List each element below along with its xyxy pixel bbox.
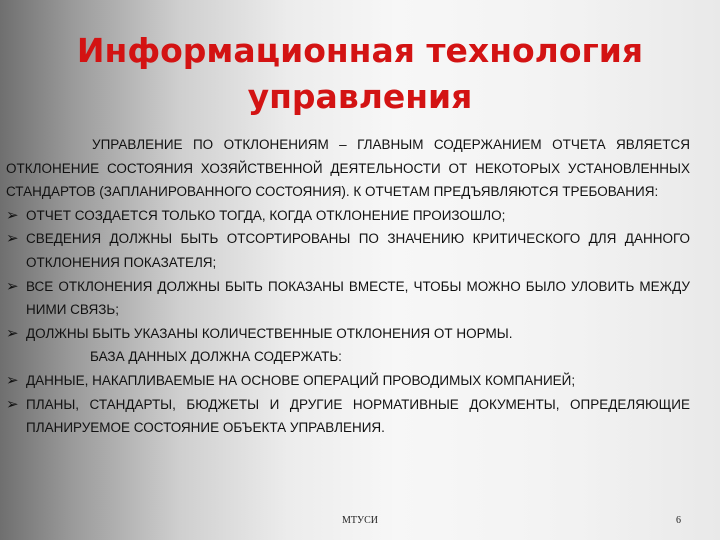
arrow-bullet-icon: ➢	[6, 205, 19, 224]
list-item-text: ПЛАНЫ, СТАНДАРТЫ, БЮДЖЕТЫ И ДРУГИЕ НОРМАТИВНЫЕ ДОКУМЕНТЫ, ОПРЕДЕЛЯЮЩИЕ ПЛАНИРУЕМОЕ СОСТОЯНИЕ ОБЪЕКТА УПРАВЛЕНИЯ.	[26, 396, 690, 436]
list-item	[6, 369, 690, 393]
arrow-bullet-icon: ➢	[6, 394, 19, 413]
list-item	[6, 204, 690, 228]
footer-organization: МТУСИ	[342, 515, 378, 526]
list-item	[6, 393, 690, 440]
arrow-bullet-icon: ➢	[6, 276, 19, 295]
list-item-text: СВЕДЕНИЯ ДОЛЖНЫ БЫТЬ ОТСОРТИРОВАНЫ ПО ЗНАЧЕНИЮ КРИТИЧЕСКОГО ДЛЯ ДАННОГО ОТКЛОНЕНИЯ ПОКАЗАТЕЛЯ;	[26, 231, 690, 270]
list-item-text: ДОЛЖНЫ БЫТЬ УКАЗАНЫ КОЛИЧЕСТВЕННЫЕ ОТКЛОНЕНИЯ ОТ НОРМЫ.	[26, 325, 513, 341]
requirements-list	[6, 204, 690, 346]
intro-paragraph: УПРАВЛЕНИЕ ПО ОТКЛОНЕНИЯМ – ГЛАВНЫМ СОДЕРЖАНИЕМ ОТЧЕТА ЯВЛЯЕТСЯ ОТКЛОНЕНИЕ СОСТОЯНИЯ ХОЗЯЙСТВЕННОЙ ДЕЯТЕЛЬНОСТИ ОТ НЕКОТОРЫХ УСТАНОВЛЕННЫХ СТАНДАРТОВ (ЗАПЛАНИРОВАННОГО СОСТОЯНИЯ). К ОТЧЕТАМ ПРЕДЪЯВЛЯЮТСЯ ТРЕБОВАНИЯ:	[6, 137, 690, 200]
database-list	[6, 369, 690, 440]
list-item-text: ВСЕ ОТКЛОНЕНИЯ ДОЛЖНЫ БЫТЬ ПОКАЗАНЫ ВМЕСТЕ, ЧТОБЫ МОЖНО БЫЛО УЛОВИТЬ МЕЖДУ НИМИ СВЯЗЬ;	[26, 278, 690, 318]
list-item-text: ДАННЫЕ, НАКАПЛИВАЕМЫЕ НА ОСНОВЕ ОПЕРАЦИЙ ПРОВОДИМЫХ КОМПАНИЕЙ;	[26, 372, 576, 388]
arrow-bullet-icon: ➢	[6, 323, 19, 342]
page-number: 6	[676, 515, 681, 526]
list-item	[6, 227, 690, 274]
slide-body	[6, 133, 690, 440]
title-line-2: управления	[247, 77, 473, 116]
list-item	[6, 275, 690, 322]
list-item	[6, 322, 690, 346]
database-heading: БАЗА ДАННЫХ ДОЛЖНА СОДЕРЖАТЬ:	[90, 349, 342, 365]
list-item-text: ОТЧЕТ СОЗДАЕТСЯ ТОЛЬКО ТОГДА, КОГДА ОТКЛОНЕНИЕ ПРОИЗОШЛО;	[26, 207, 506, 223]
arrow-bullet-icon: ➢	[6, 229, 19, 248]
slide-title	[40, 28, 680, 120]
arrow-bullet-icon: ➢	[6, 370, 19, 389]
title-line-1: Информационная технология	[76, 31, 644, 70]
